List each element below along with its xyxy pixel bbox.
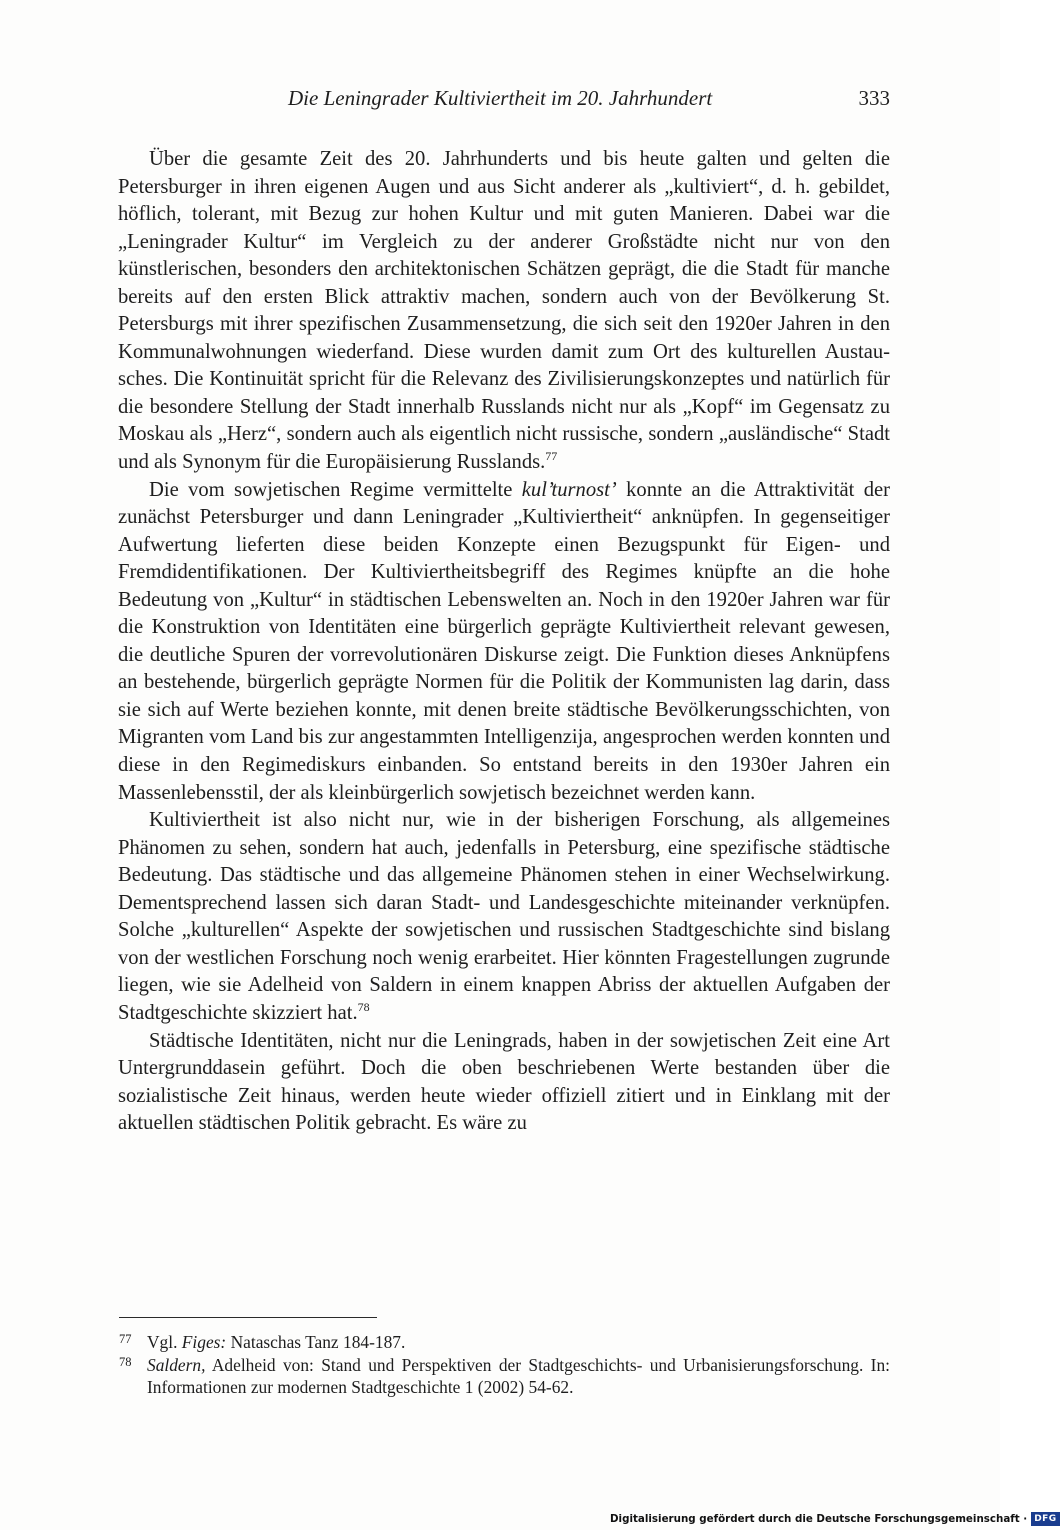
- footnote-77: [119, 1331, 890, 1354]
- body-text: [118, 146, 890, 1138]
- footnote-author: Figes:: [181, 1332, 227, 1352]
- footnotes: [119, 1331, 890, 1399]
- paragraph-3: [118, 807, 890, 1027]
- footnote-ref-77: 77: [545, 449, 558, 464]
- digitization-banner-text: Digitalisierung gefördert durch die Deutsche Forschungsgemeinschaft ·: [610, 1513, 1028, 1525]
- paragraph-1: [118, 146, 890, 477]
- paragraph-2: [118, 477, 890, 808]
- footnote-ref-78: 78: [357, 1000, 370, 1015]
- paragraph-2-text-after: konnte an die Attraktivität der zunächst Petersburger und dann Leningrader „Kultiviertheit“ anknüpfen. In gegenseitiger Aufwertung lieferten diese beiden Konzepte einen Bezugspunkt für Eigen- und Fremdidentifikationen. Der Kultiviertheitsbegriff des Regimes knüpfte an die hohe Bedeutung von „Kultur“ in städtischen Lebenswelten an. Noch in den 1920er Jahren war für die Konstruktion von Identitäten eine bürgerlich geprägte Kultiviertheit relevant gewesen, die deutliche Spuren der vorrevolutionären Diskurse zeigt. Die Funktion dieses Anknüpfens an bestehende, bürgerlich geprägte Normen für die Politik der Kommunisten lag darin, dass sie sich auf Werte beziehen konnte, mit denen breite städtische Bevölkerungsschichten, von Migranten vom Land bis zur angestammten Intelligenzija, angesprochen werden konnten und diese in den Regimediskurs einbanden. So entstand bereits in den 1930er Jahren ein Massenlebensstil, der als kleinbürgerlich sowjetisch bezeichnet werden kann.: [118, 478, 890, 804]
- dfg-logo: DFG: [1031, 1512, 1060, 1526]
- running-title: Die Leningrader Kultiviertheit im 20. Jahrhundert: [288, 86, 713, 110]
- footnote-number: 77: [119, 1332, 132, 1346]
- digitization-banner: [610, 1510, 1060, 1528]
- footnote-78: [119, 1354, 890, 1399]
- footnote-text: Nataschas Tanz 184-187.: [226, 1332, 406, 1352]
- page-number: 333: [858, 86, 890, 110]
- running-head: [120, 86, 890, 116]
- footnote-prefix: Vgl.: [147, 1332, 182, 1352]
- paragraph-4: [118, 1028, 890, 1138]
- paragraph-4-text: Städtische Identitäten, nicht nur die Leningrads, haben in der sowjetischen Zeit eine Art Untergrunddasein geführt. Doch die oben beschriebenen Werte bestanden über die sozialistische Zeit hinaus, werden heute wieder offiziell zitiert und in Einklang mit der aktuellen städtischen Politik gebracht. Es wäre zu: [118, 1029, 890, 1135]
- footnote-author: Saldern,: [147, 1354, 206, 1375]
- footnote-divider: [119, 1317, 377, 1318]
- paragraph-2-term: kul’turnost’: [521, 478, 617, 501]
- paragraph-3-text: Kultiviertheit ist also nicht nur, wie in der bisherigen Forschung, als allgemeines Phänomen zu sehen, sondern hat auch, jedenfalls in Petersburg, eine spezifische städtische Bedeutung. Das städtische und das allgemeine Phänomen stehen in einer Wechselwirkung. Dementsprechend lassen sich daran Stadt- und Landesgeschichte miteinander verknüpfen. Solche „kulturellen“ Aspekte der sowjetischen und russischen Stadtgeschichte sind bislang von der westlichen Forschung noch wenig erarbeitet. Hier könnten Fragestellungen zugrunde liegen, wie sie Adelheid von Saldern in einem knappen Abriss der aktuellen Aufgaben der Stadtgeschichte skizziert hat.: [118, 809, 890, 1024]
- paragraph-2-text-before: Die vom sowjetischen Regime vermittelte: [149, 478, 522, 501]
- footnote-text: Adelheid von: Stand und Perspektiven der Stadtgeschichts- und Urbanisierungsforschung. In: Informationen zur modernen Stadtgeschichte 1 (2002) 54-62.: [147, 1354, 890, 1397]
- paragraph-1-text: Über die gesamte Zeit des 20. Jahrhunderts und bis heute galten und gelten die Petersburger in ihren eigenen Augen und aus Sicht anderer als „kultiviert“, d. h. gebildet, höflich, tolerant, mit Bezug zur hohen Kultur und mit guten Manieren. Dabei war die „Leningrader Kultur“ im Vergleich zu der anderer Großstädte nicht nur von den künstlerischen, besonders den architektonischen Schätzen geprägt, die die Stadt für manche bereits auf den ersten Blick attraktiv machen, sondern auch von der Bevölkerung St. Petersburgs mit ihrer spezifischen Zusammensetzung, die sich seit den 1920er Jahren in den Kommunalwohnungen wiederfand. Diese wurden damit zum Ort des kulturellen Austausches. Die Kontinuität spricht für die Relevanz des Zivilisierungskonzeptes und natürlich für die besondere Stellung der Stadt innerhalb Russlands nicht nur als „Kopf“ im Gegensatz zu Moskau als „Herz“, sondern auch als eigentlich nicht russische, sondern „ausländische“ Stadt und als Synonym für die Europäisierung Russlands.: [118, 148, 890, 474]
- footnote-number: 78: [119, 1354, 132, 1369]
